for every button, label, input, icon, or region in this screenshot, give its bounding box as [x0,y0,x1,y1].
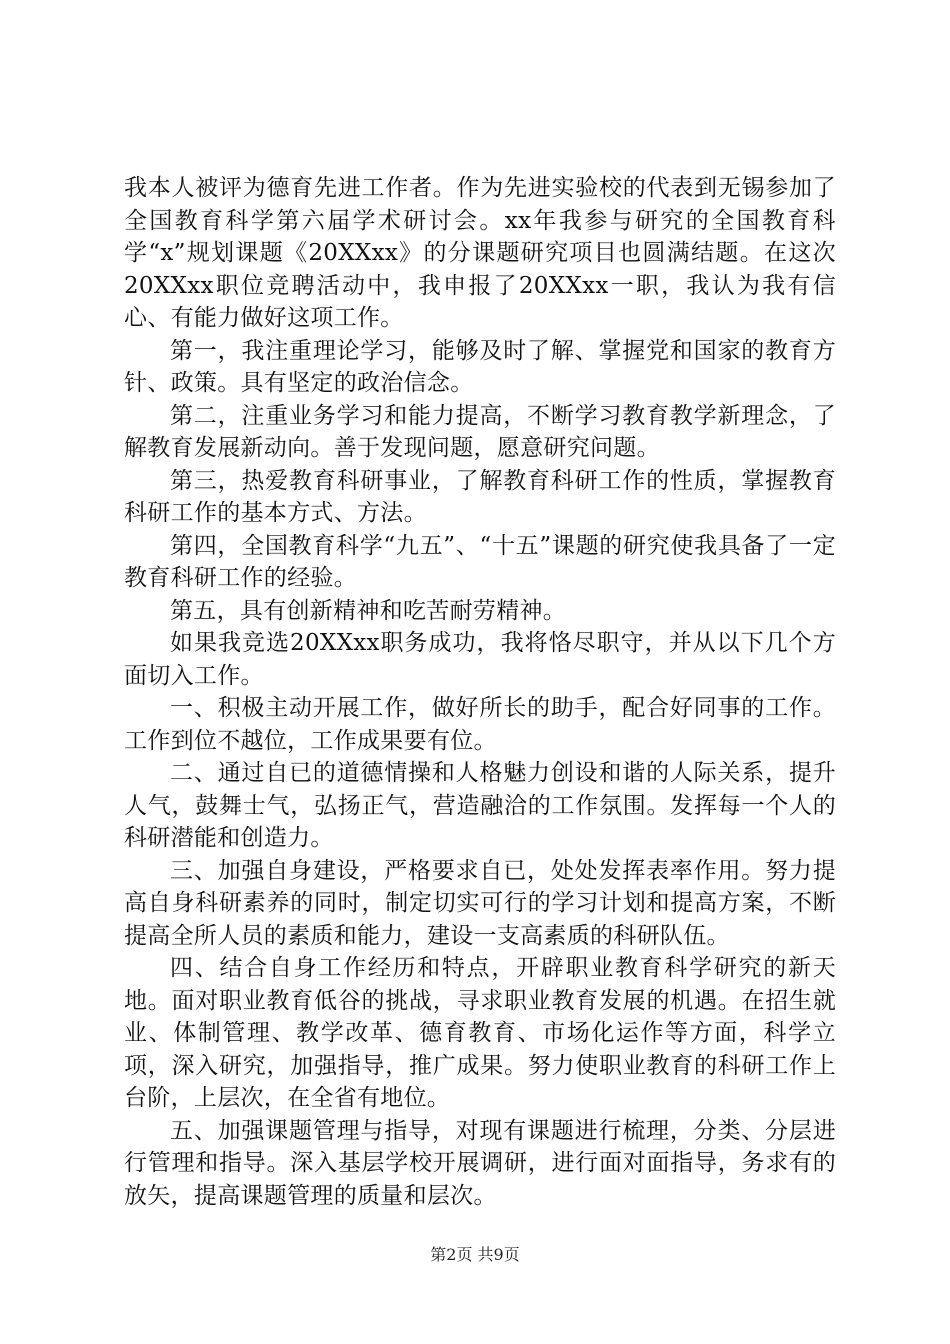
paragraph-1: 我本人被评为德育先进工作者。作为先进实验校的代表到无锡参加了全国教育科学第六届学术研讨会。xx年我参与研究的全国教育科学“x”规划课题《20XXxx》的分课题研究项目也圆满结题。在这次20XXxx职位竞聘活动中，我申报了20XXxx一职，我认为我有信心、有能力做好这项工作。 [124,175,836,331]
paragraph-9: 二、通过自已的道德情操和人格魅力创设和谐的人际关系，提升人气，鼓舞士气，弘扬正气，营造融洽的工作氛围。发挥每一个人的科研潜能和创造力。 [124,760,836,851]
paragraph-10: 三、加强自身建设，严格要求自已，处处发挥表率作用。努力提高自身科研素养的同时，制定切实可行的学习计划和提高方案，不断提高全所人员的素质和能力，建设一支高素质的科研队伍。 [124,857,836,949]
paragraph-2: 第一，我注重理论学习，能够及时了解、掌握党和国家的教育方针、政策。具有坚定的政治信念。 [124,337,836,396]
paragraph-11: 四、结合自身工作经历和特点，开辟职业教育科学研究的新天地。面对职业教育低谷的挑战，寻求职业教育发展的机遇。在招生就业、体制管理、教学改革、德育教育、市场化运作等方面，科学立项，深入研究，加强指导，推广成果。努力使职业教育的科研工作上台阶，上层次，在全省有地位。 [124,955,836,1111]
paragraph-4: 第三，热爱教育科研事业，了解教育科研工作的性质，掌握教育科研工作的基本方式、方法。 [124,467,836,526]
paragraph-6: 第五，具有创新精神和吃苦耐劳精神。 [170,597,567,624]
document-body [124,172,836,1212]
paragraph-8: 一、积极主动开展工作，做好所长的助手，配合好同事的工作。工作到位不越位，工作成果要有位。 [124,695,836,754]
paragraph-5: 第四，全国教育科学“九五”、“十五”课题的研究使我具备了一定教育科研工作的经验。 [124,532,836,591]
paragraph-12: 五、加强课题管理与指导，对现有课题进行梳理，分类、分层进行管理和指导。深入基层学校开展调研，进行面对面指导，务求有的放矢，提高课题管理的质量和层次。 [124,1117,836,1209]
paragraph-3: 第二，注重业务学习和能力提高，不断学习教育教学新理念，了解教育发展新动向。善于发现问题，愿意研究问题。 [124,402,836,461]
paragraph-7: 如果我竞选20XXxx职务成功，我将恪尽职守，并从以下几个方面切入工作。 [124,630,836,689]
page-number-footer: 第2页 共9页 [430,1245,520,1264]
